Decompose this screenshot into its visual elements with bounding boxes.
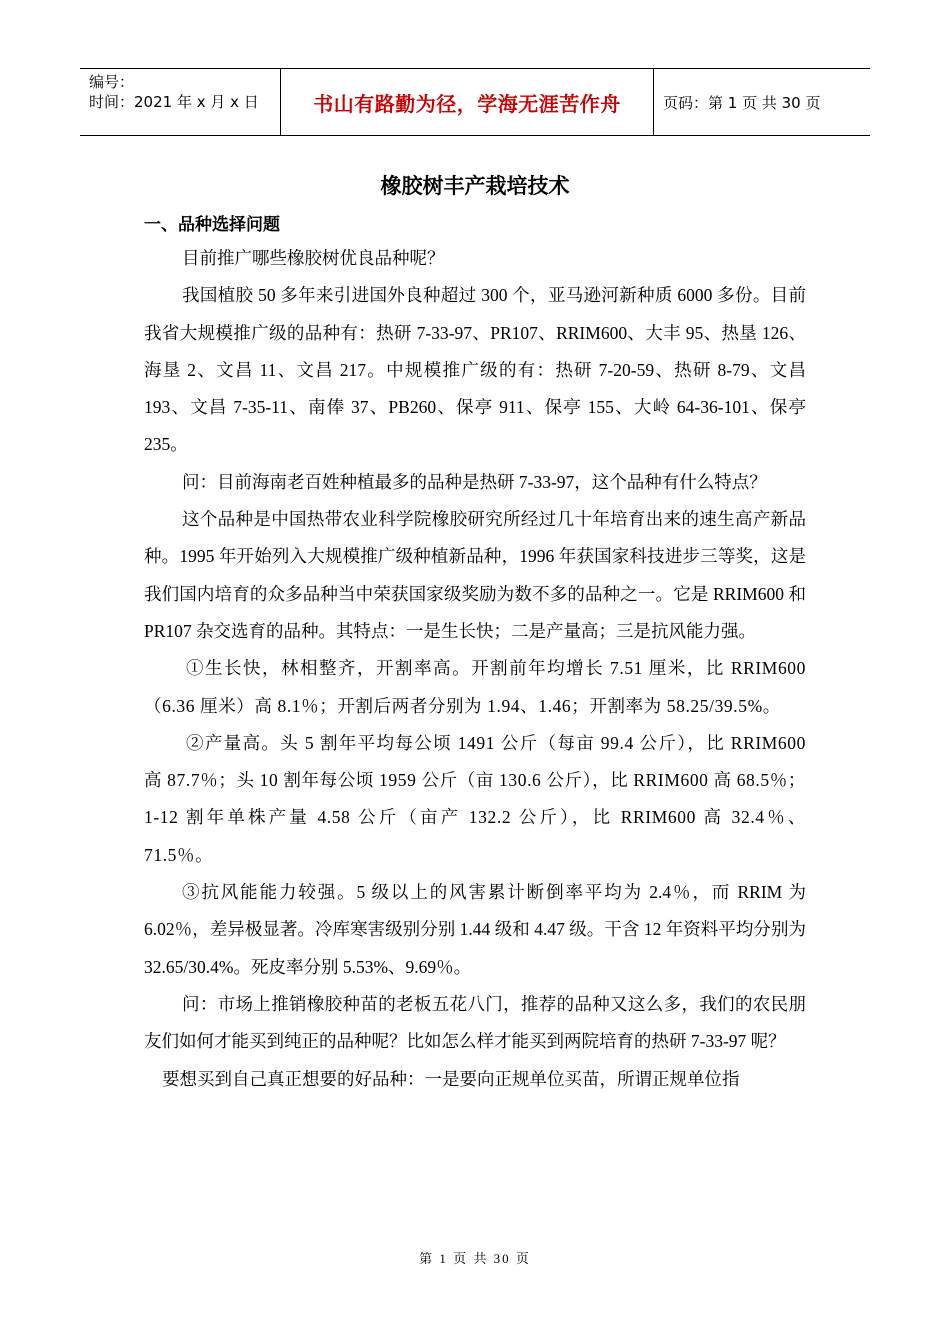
paragraph: 问：目前海南老百姓种植最多的品种是热研 7-33-97，这个品种有什么特点？ <box>182 471 767 492</box>
document-body <box>144 240 806 1098</box>
paragraph: 我国植胶 50 多年来引进国外良种超过 300 个，亚马逊河新种质 6000 多份。目前我省大规模推广级的品种有：热研 7-33-97、PR107、RRIM600、大丰 95、热垦 126、海垦 2、文昌 11、文昌 217。中规模推广级的有：热研 7-20-59、热研 8-79、文昌 193、文昌 7-35-11、南俸 37、PB260、保亭 911、保亭 155、大岭 64-36-101、保亭 235。 <box>144 285 806 455</box>
header-page-cell <box>654 69 870 135</box>
time-label: 时间：2021 年 x 月 x 日 <box>89 93 259 111</box>
header-motto-cell <box>281 69 654 135</box>
paragraph: 这个品种是中国热带农业科学院橡胶研究所经过几十年培育出来的速生高产新品种。1995 年开始列入大规模推广级种植新品种，1996 年获国家科技进步三等奖，这是我们国内培育的众多品种当中荣获国家级奖励为数不多的品种之一。它是 RRIM600 和 PR107 杂交选育的品种。其特点：一是生长快；二是产量高；三是抗风能力强。 <box>144 509 806 641</box>
section-heading: 一、品种选择问题 <box>144 215 280 235</box>
paragraph: 目前推广哪些橡胶树优良品种呢？ <box>182 248 445 268</box>
page-info: 页码：第 1 页 共 30 页 <box>663 93 821 112</box>
serial-label: 编号： <box>89 73 135 91</box>
page-footer: 第 1 页 共 30 页 <box>419 1251 531 1266</box>
paragraph: ①生长快，林相整齐，开割率高。开割前年均增长 7.51 厘米，比 RRIM600（6.36 厘米）高 8.1％；开割后两者分别为 1.94、1.46；开割率为 58.25/39.5%。 <box>144 658 806 716</box>
paragraph: 问：市场上推销橡胶种苗的老板五花八门，推荐的品种又这么多，我们的农民朋友们如何才能买到纯正的品种呢？比如怎么样才能买到两院培育的热研 7-33-97 呢？ <box>144 993 806 1052</box>
paragraph: ③抗风能能力较强。5 级以上的风害累计断倒率平均为 2.4％，而 RRIM 为 6.02％，差异极显著。冷库寒害级别分别 1.44 级和 4.47 级。干含 12 年资料平均分别为 32.65/30.4%。死皮率分别 5.53%、9.69％。 <box>144 882 806 977</box>
document-header <box>80 68 870 136</box>
paragraph: ②产量高。头 5 割年平均每公顷 1491 公斤（每亩 99.4 公斤），比 RRIM600 高 87.7％；头 10 割年每公顷 1959 公斤（亩 130.6 公斤），比 RRIM600 高 68.5％；1-12 割年单株产量 4.58 公斤（亩产 132.2 公斤），比 RRIM600 高 32.4％、71.5％。 <box>144 732 806 865</box>
motto: 书山有路勤为径，学海无涯苦作舟 <box>313 91 621 116</box>
document-title: 橡胶树丰产栽培技术 <box>380 174 570 198</box>
paragraph: 要想买到自己真正想要的好品种：一是要向正规单位买苗，所谓正规单位指 <box>162 1068 740 1089</box>
header-meta-cell <box>80 69 281 135</box>
